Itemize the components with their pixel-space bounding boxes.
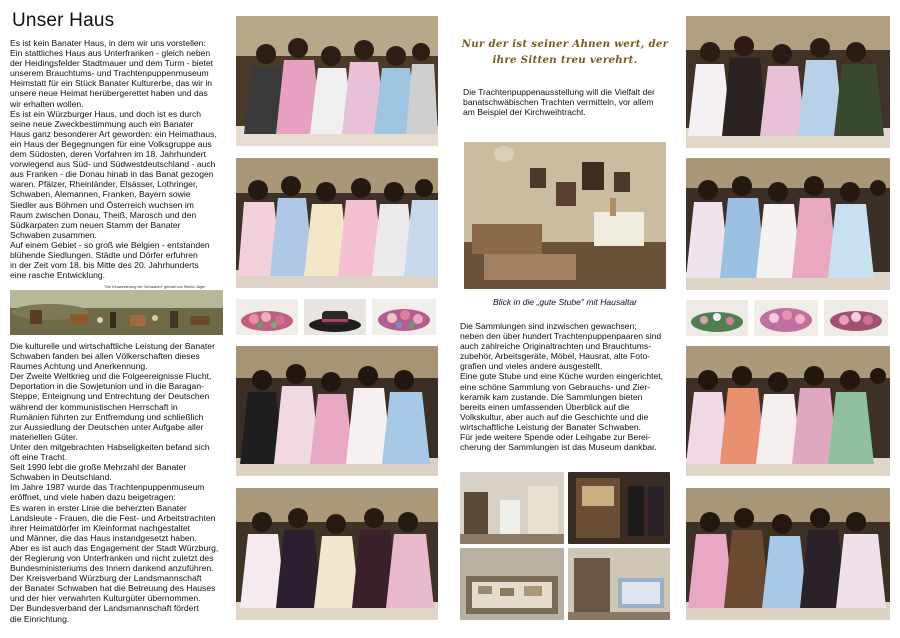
intro-paragraph: Es ist kein Banater Haus, in dem wir uns vorstellen: Ein stattliches Haus aus Unterfranken - gleich neben der Heidingsfelder Stadtmauer und dem Turm - bietet unserem Brauchtums- und Trachtenpuppenmuseum Heimstatt für ein Stück Banater Kulturerbe, das wir in unsere neue Heimat herübergerettet haben und das wir erhalten wollen. Es ist ein Würzburger Haus, und doch ist es durch seine neue Zweckbestimmung auch ein Banater Haus ganz besonderer Art geworden: ein Heimathaus, ein Haus der Begegnungen für eine Volksgruppe aus dem Südosten, deren Vorfahren im 18. Jahrhundert vorwiegend aus Süd- und Südwestdeutschland - auch aus Franken - die Donau hinab in das Banat gezogen waren. Pfälzer, Rheinländer, Elsässer, Lothringer, Schwaben, Alemannen, Franken, Bayern sowie Siedler aus Böhmen und Österreich wuchsen im Raum zwischen Donau, Theiß, Marosch und den Südkarpaten zum neuen Stamm der Banater Schwaben zusammen. Auf einem Gebiet - so groß wie Belgien - entstanden blühende Siedlungen. Städte und Dörfer erfuhren in der Zeit vom 18. bis Mitte des 20. Jahrhunderts eine rasche Entwicklung.	[10, 38, 217, 281]
accessory-photo-wreath-1	[686, 300, 748, 336]
parlour-caption: Blick in die „gute Stube" mit Hausaltar	[493, 297, 637, 307]
collections-paragraph: Die Sammlungen sind inzwischen gewachsen; neben den über hundert Trachtenpuppenpaaren sind auch zahlreiche Originaltrachten und Brauchtums- zubehör, Arbeitsgeräte, Möbel, Hausrat, alte Foto- grafien und vieles andere ausgestellt. Eine gute Stube und eine Küche wurden eingerichtet, eine schöne Sammlung von Gebrauchs- und Zier- keramik kam zustande. Die Sammlungen bieten bereits einen umfassenden Überblick auf die Volkskultur, aber auch auf die Geschichte und die wirtschaftliche Leistung der Banater Schwaben. Für jede weitere Spende oder Leihgabe zur Berei- cherung der Sammlungen ist das Museum dankbar.	[460, 321, 664, 453]
museum-room-photo-4	[568, 548, 670, 620]
painting-caption: "Die Einwanderung der Schwaben" gemalt von Stefan Jäger	[104, 285, 206, 289]
motto: Nur der ist seiner Ahnen wert, der ihre Sitten treu verehrt.	[461, 38, 669, 66]
page-title: Unser Haus	[12, 10, 115, 31]
museum-room-photo-2	[568, 472, 670, 544]
doll-display-photo-6	[686, 158, 890, 290]
doll-display-photo-2	[236, 158, 438, 288]
museum-room-photo-1	[460, 472, 564, 544]
museum-room-photo-3	[460, 548, 564, 620]
accessory-photo-wreath-3	[824, 300, 888, 336]
doll-display-photo-7	[686, 346, 890, 476]
doll-display-photo-8	[686, 488, 890, 620]
doll-display-photo-3	[236, 346, 438, 476]
accessory-photo-hat	[304, 299, 366, 335]
good-parlour-photo	[464, 142, 666, 289]
exhibition-intro: Die Trachtenpuppenausstellung will die Vielfalt der banatschwäbischen Trachten vermitteln, vor allem am Beispiel der Kirchweihtracht.	[463, 87, 655, 118]
doll-display-photo-4	[236, 488, 438, 620]
doll-display-photo-1	[236, 16, 438, 146]
history-paragraph: Die kulturelle und wirtschaftliche Leistung der Banater Schwaben fanden bei allen Völkerschaften dieses Raumes Achtung und Anerkennung. Der Zweite Weltkrieg und die Folgeereignisse Flucht, Deportation in die Sowjetunion und in die Baragan- Steppe, Enteignung und Entrechtung der Deutschen während der kommunistischen Herrschaft in Rumänien führten zur Entfremdung und schließlich zur Aussiedlung der Deutschen unter Aufgabe aller materiellen Güter. Unter den mitgebrachten Habseligkeiten befand sich oft eine Tracht. Seit 1990 lebt die große Mehrzahl der Banater Schwaben in Deutschland. Im Jahre 1987 wurde das Trachtenpuppenmuseum eröffnet, und viele haben dazu beigetragen: Es waren in erster Linie die beherzten Banater Landsleute - Frauen, die die Fest- und Arbeitstrachten ihrer Heimatdörfer im Kleinformat nachgestaltet und Männer, die das Haus instandgesetzt haben. Aber es ist auch das Engagement der Stadt Würzburg, der Regierung von Unterfranken und nicht zuletzt des Bundesministeriums des Innern dankend anzuführen. Der Kreisverband Würzburg der Landsmannschaft der Banater Schwaben hat die Betreuung des Hauses und der hier verwahrten Kulturgüter übernommen. Der Bundesverband der Landsmannschaft fördert die Einrichtung.	[10, 341, 219, 624]
painting-immigration-of-swabians	[10, 290, 223, 335]
accessory-photo-wreath-2	[754, 300, 818, 336]
accessory-photo-flowers-2	[372, 299, 436, 335]
doll-display-photo-5	[686, 16, 890, 148]
accessory-photo-flowers-1	[236, 299, 298, 335]
